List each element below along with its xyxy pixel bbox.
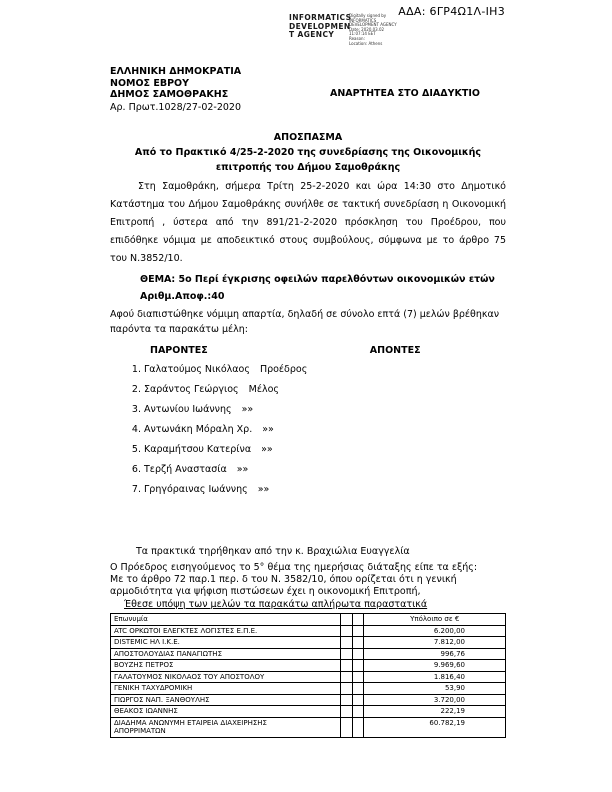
member-item bbox=[144, 424, 506, 436]
member-role: »» bbox=[262, 424, 274, 435]
table-row bbox=[111, 694, 506, 706]
member-name: Γρηγόραινας Ιωάννης bbox=[144, 484, 248, 495]
member-name: Καραμήτσου Κατερίνα bbox=[144, 444, 252, 455]
table-row bbox=[111, 637, 506, 649]
creditor-amount: 3.720,00 bbox=[364, 694, 506, 706]
table-header-row bbox=[111, 614, 506, 626]
member-role: »» bbox=[241, 404, 254, 415]
stamp-agency-line: DEVELOPMEN bbox=[289, 21, 351, 31]
member-role: Μέλος bbox=[248, 384, 279, 395]
creditor-name: ΓΙΩΡΓΟΣ ΝΑΠ. ΞΑΝΘΟΥΛΗΣ bbox=[111, 694, 341, 706]
creditor-amount: 222,19 bbox=[364, 706, 506, 718]
creditor-name: ΒΟΥΖΗΣ ΠΕΤΡΟΣ bbox=[111, 660, 341, 672]
member-name: Αντωνάκη Μόραλη Χρ. bbox=[144, 424, 253, 435]
member-item bbox=[144, 484, 506, 496]
empty-column-header bbox=[340, 614, 352, 626]
member-name: Τερζή Αναστασία bbox=[144, 464, 227, 475]
document-title: ΑΠΟΣΠΑΣΜΑ bbox=[273, 132, 343, 143]
column-header-name: Επωνυμία bbox=[111, 614, 341, 626]
stamp-agency-name bbox=[289, 13, 352, 40]
creditor-name: ΓΕΝΙΚΗ ΤΑΧΥΔΡΟΜΙΚΗ bbox=[111, 683, 341, 695]
table-row bbox=[111, 706, 506, 718]
creditor-amount: 7.812,00 bbox=[364, 637, 506, 649]
member-role: Προέδρος bbox=[259, 364, 308, 375]
member-name: Σαράντος Γεώργιος bbox=[144, 384, 239, 395]
stamp-agency-line: T AGENCY bbox=[289, 30, 335, 39]
creditor-name: DISTEMIC ΗΛ Ι.Κ.Ε. bbox=[111, 637, 341, 649]
stamp-sig-line: Digitally signed by bbox=[349, 13, 387, 18]
document-subtitle-line2: επιτροπής του Δήμου Σαμοθράκης bbox=[215, 162, 401, 173]
session-paragraph: Στη Σαμοθράκη, σήμερα Τρίτη 25-2-2020 και ώρα 14:30 στο Δημοτικό Κατάστημα του Δήμου Σαμοθράκης συνήλθε σε τακτική συνεδρίαση η Οικονομική Επιτροπή , ύστερα από την 891/21-2-2020 πρόσκληση του Προέδρου, που επιδόθηκε νόμιμα με αποδεικτικό στους συμβούλους, σύμφωνα με το άρθρο 75 του Ν.3852/10. bbox=[110, 181, 506, 264]
creditor-amount: 60.782,19 bbox=[364, 717, 506, 737]
document-body bbox=[110, 124, 506, 738]
stamp-sig-line: Reason: bbox=[349, 35, 365, 41]
creditor-name: ΔΙΑΔΗΜΑ ΑΝΩΝΥΜΗ ΕΤΑΙΡΕΙΑ ΔΙΑΧΕΙΡΗΣΗΣ ΑΠΟΡΡΙΜΑΤΩΝ bbox=[111, 717, 341, 737]
minutes-keeper-line: Τα πρακτικά τηρήθηκαν από την κ. Βραχιώλια Ευαγγελία bbox=[136, 546, 410, 557]
present-label: ΠΑΡΟΝΤΕΣ bbox=[150, 345, 208, 356]
column-header-amount: Υπόλοιπο σε € bbox=[364, 614, 506, 626]
member-item bbox=[144, 364, 506, 376]
stamp-agency-line: INFORMATICS bbox=[289, 13, 352, 22]
decision-number: Αριθμ.Αποφ.:40 bbox=[140, 291, 225, 302]
authority-line-municipality: ΔΗΜΟΣ ΣΑΜΟΘΡΑΚΗΣ bbox=[110, 89, 229, 100]
present-members-list bbox=[110, 364, 506, 496]
creditor-name: ΓΑΛΑΤΟΥΜΟΣ ΝΙΚΟΛΑΟΣ ΤΟΥ ΑΠΟΣΤΟΛΟΥ bbox=[111, 671, 341, 683]
creditor-amount: 6.200,00 bbox=[364, 625, 506, 637]
absent-label: ΑΠΟΝΤΕΣ bbox=[369, 345, 421, 356]
member-role: »» bbox=[261, 444, 273, 455]
empty-column-header bbox=[352, 614, 364, 626]
member-name: Αντωνίου Ιωάννης bbox=[144, 404, 232, 415]
law-reference-line: Με το άρθρο 72 παρ.1 περ. δ του Ν. 3582/10, όπου ορίζεται ότι η γενική αρμοδιότητα για ψήφιση πιστώσεων έχει η οικονομική Επιτροπή, bbox=[110, 574, 457, 597]
member-role: »» bbox=[257, 484, 270, 495]
document-subtitle-line1: Από το Πρακτικό 4/25-2-2020 της συνεδρίασης της Οικονομικής bbox=[134, 147, 482, 158]
stamp-sig-line: 11:07:14 EET bbox=[349, 31, 376, 37]
anartitea-label: ΑΝΑΡΤΗΤΕΑ ΣΤΟ ΔΙΑΔΥΚΤΙΟ bbox=[330, 88, 480, 99]
creditor-name: ΑΠΟΣΤΟΛΟΥΔΙΑΣ ΠΑΝΑΓΙΩΤΗΣ bbox=[111, 648, 341, 660]
creditor-name: ΘΕΑΚΟΣ ΙΩΑΝΝΗΣ bbox=[111, 706, 341, 718]
member-item bbox=[144, 444, 506, 456]
table-row bbox=[111, 648, 506, 660]
stamp-sig-line: DEVELOPMENT AGENCY bbox=[349, 22, 397, 28]
creditor-amount: 9.969,60 bbox=[364, 660, 506, 672]
authority-line-prefecture: ΝΟΜΟΣ ΕΒΡΟΥ bbox=[110, 77, 190, 89]
creditor-amount: 53,90 bbox=[364, 683, 506, 695]
member-item bbox=[144, 384, 506, 396]
digital-signature-stamp bbox=[289, 14, 407, 46]
stamp-sig-line: INFORMATICS bbox=[349, 17, 377, 23]
quorum-paragraph: Αφού διαπιστώθηκε νόμιμη απαρτία, δηλαδή σε σύνολο επτά (7) μελών βρέθηκαν παρόντα τα παρακάτω μέλη: bbox=[110, 309, 500, 335]
stamp-signature-details bbox=[349, 14, 407, 46]
chairman-intro-line: Ο Πρόεδρος εισηγούμενος το 5° θέμα της ημερήσιας διάταξης είπε τα εξής: bbox=[110, 562, 478, 573]
creditor-name: ATC ΟΡΚΩΤΟΙ ΕΛΕΓΚΤΕΣ ΛΟΓΙΣΤΕΣ Ε.Π.Ε. bbox=[111, 625, 341, 637]
authority-header bbox=[110, 66, 241, 113]
table-row bbox=[111, 683, 506, 695]
unpaid-invoices-table bbox=[110, 613, 506, 738]
table-row bbox=[111, 717, 506, 737]
member-item bbox=[144, 464, 506, 476]
table-intro-line: Έθεσε υπόψη των μελών τα παρακάτω απλήρωτα παραστατικά bbox=[124, 599, 428, 610]
ada-code: ΑΔΑ: 6ΓΡ4Ω1Λ-ΙΗ3 bbox=[398, 5, 505, 18]
creditor-amount: 1.816,40 bbox=[364, 671, 506, 683]
table-row bbox=[111, 660, 506, 672]
protocol-number: Αρ. Πρωτ.1028/27-02-2020 bbox=[110, 101, 242, 113]
authority-line-republic: ΕΛΛΗΝΙΚΗ ΔΗΜΟΚΡΑΤΙΑ bbox=[110, 66, 242, 77]
member-item bbox=[144, 404, 506, 416]
stamp-sig-line: Date: 2020.03.02 bbox=[349, 26, 385, 32]
attendance-headers bbox=[110, 343, 506, 358]
member-role: »» bbox=[236, 464, 249, 475]
subject-line: ΘΕΜΑ: 5ο Περί έγκρισης οφειλών παρελθόντων οικονομικών ετών bbox=[140, 274, 495, 285]
stamp-sig-line: Location: Athens bbox=[349, 40, 383, 46]
table-row bbox=[111, 625, 506, 637]
member-name: Γαλατούμος Νικόλαος bbox=[144, 364, 250, 375]
creditor-amount: 996,76 bbox=[364, 648, 506, 660]
table-row bbox=[111, 671, 506, 683]
